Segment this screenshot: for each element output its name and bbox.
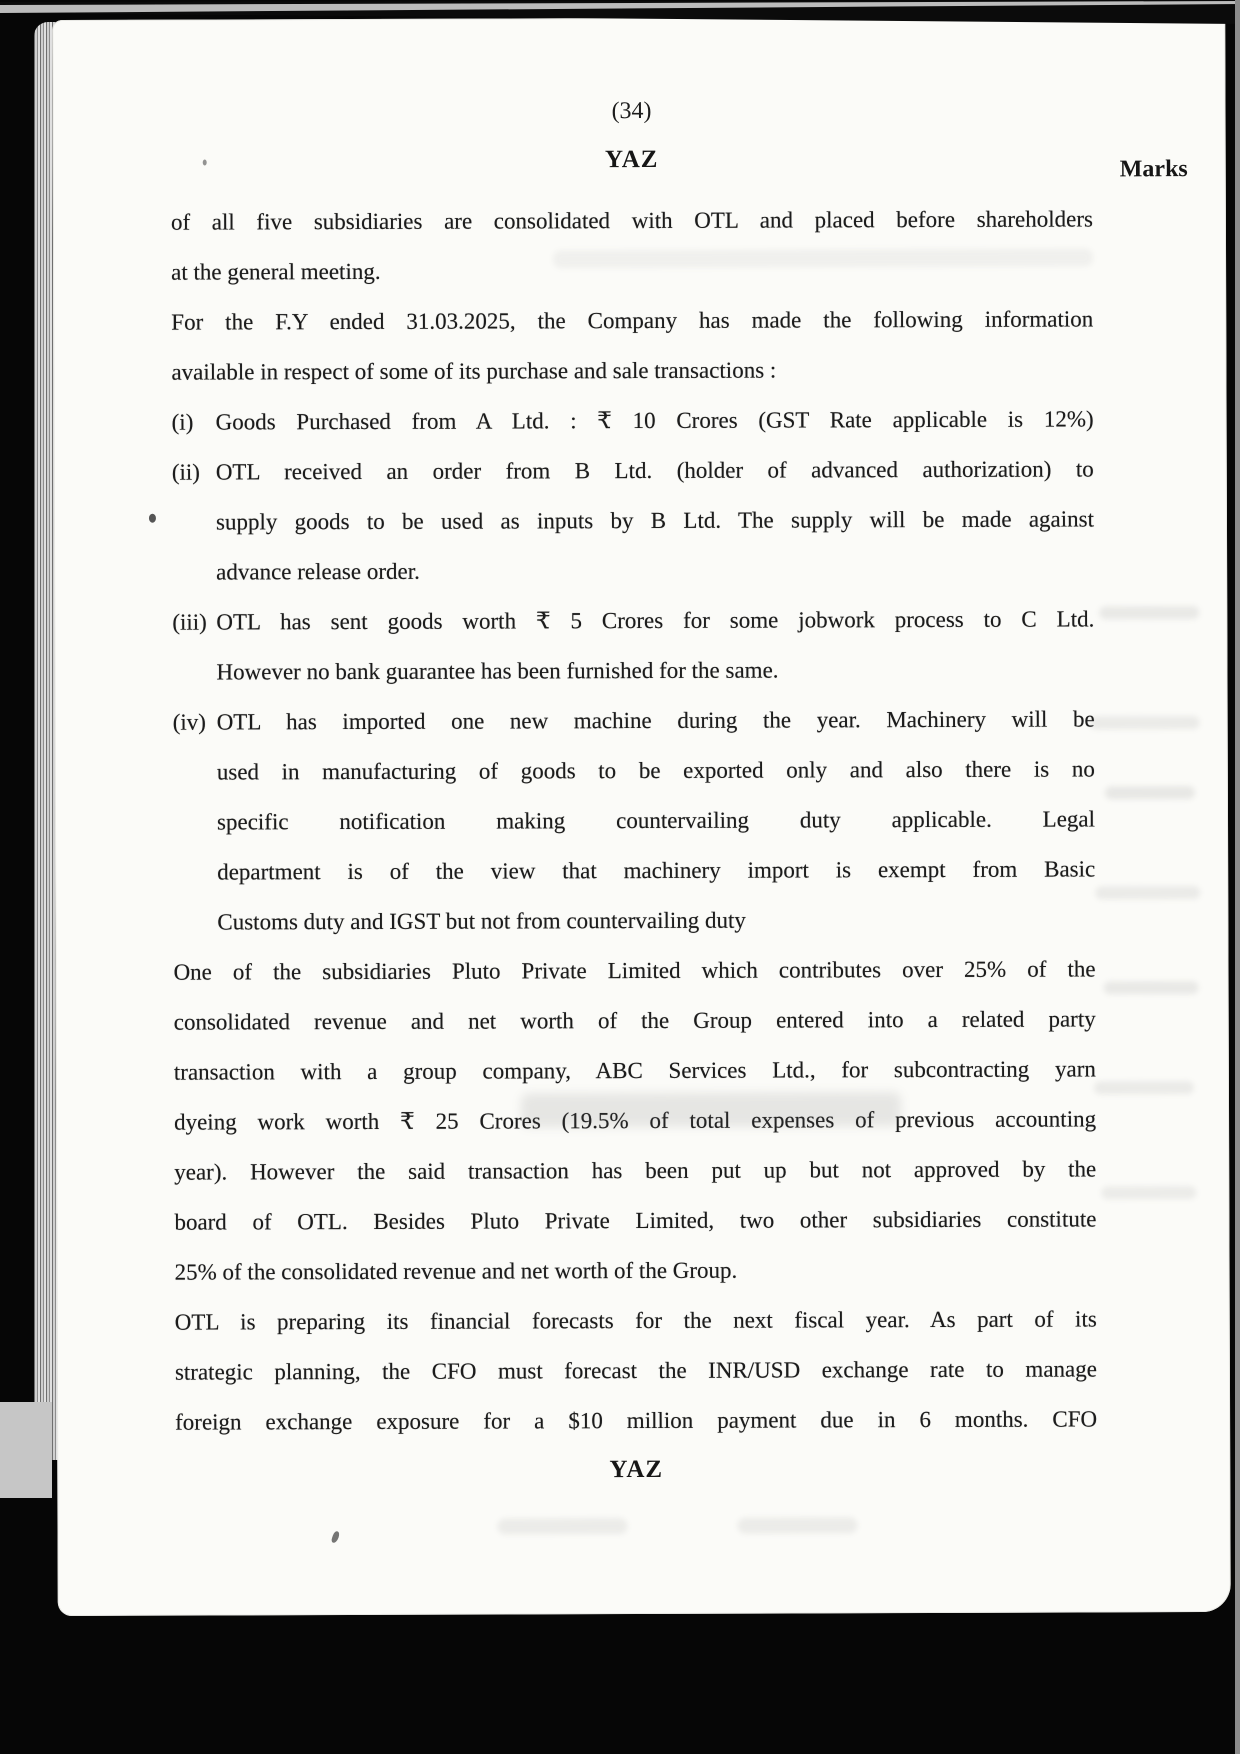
- text-line: [172, 444, 1094, 497]
- text-line: available in respect of some of its purchase and sale transactions :: [171, 357, 777, 385]
- text-line: For the F.Y ended 31.03.2025, the Company has made the following information: [171, 306, 1094, 335]
- text-line: [172, 394, 1094, 447]
- line-text: OTL received an order from B Ltd. (holder of advanced authorization) to: [215, 456, 1094, 485]
- line-text: OTL has imported one new machine during the year. Machinery will be: [216, 706, 1095, 735]
- scan-artifact: [1094, 1081, 1194, 1094]
- text-line: [173, 694, 1095, 747]
- document-lines: [171, 194, 1097, 1447]
- scan-artifact: [1095, 886, 1200, 899]
- text-line: of all five subsidiaries are consolidated with OTL and placed before shareholders: [170, 206, 1093, 235]
- text-line: However no bank guarantee has been furnished for the same.: [216, 657, 779, 685]
- list-marker: (i): [171, 409, 194, 435]
- text-line: specific notification making countervailing duty applicable. Legal: [216, 806, 1096, 835]
- list-marker: (iv): [172, 709, 206, 735]
- scan-artifact: [203, 160, 207, 166]
- text-line: dyeing work worth ₹ 25 Crores (19.5% of total expenses of previous accounting: [174, 1106, 1097, 1135]
- text-line: supply goods to be used as inputs by B Ltd. The supply will be made against: [215, 506, 1095, 535]
- list-marker: (ii): [171, 459, 200, 485]
- text-line: used in manufacturing of goods to be exported only and also there is no: [216, 756, 1095, 785]
- scan-artifact: [1090, 716, 1200, 729]
- paper-code-footer: YAZ: [609, 1455, 664, 1484]
- text-line: Customs duty and IGST but not from countervailing duty: [217, 907, 746, 935]
- text-line: board of OTL. Besides Pluto Private Limited, two other subsidiaries constitute: [174, 1206, 1097, 1235]
- scan-artifact: [1105, 786, 1195, 799]
- paper-code-header: YAZ: [604, 145, 659, 174]
- line-text: OTL has sent goods worth ₹ 5 Crores for some jobwork process to C Ltd.: [216, 606, 1095, 635]
- page-number: (34): [611, 97, 652, 125]
- text-line: OTL is preparing its financial forecasts for the next fiscal year. As part of its: [174, 1306, 1097, 1335]
- text-line: department is of the view that machinery import is exempt from Basic: [217, 856, 1096, 885]
- scan-artifact: [1099, 606, 1199, 619]
- text-line: transaction with a group company, ABC Services Ltd., for subcontracting yarn: [173, 1056, 1096, 1085]
- scan-artifact: [1101, 1186, 1196, 1199]
- line-text: Goods Purchased from A Ltd. : ₹ 10 Crores (GST Rate applicable is 12%): [215, 406, 1094, 435]
- scan-left-edge: [0, 1402, 52, 1498]
- text-line: foreign exchange exposure for a $10 million payment due in 6 months. CFO: [175, 1406, 1098, 1435]
- text-line: year). However the said transaction has been put up but not approved by the: [174, 1156, 1097, 1185]
- text-line: [172, 594, 1094, 647]
- scan-artifact: [737, 1517, 857, 1533]
- scan-artifact: [521, 1092, 901, 1127]
- text-line: 25% of the consolidated revenue and net worth of the Group.: [174, 1257, 738, 1285]
- scan-artifact: [149, 514, 156, 523]
- scan-right-edge: [1235, 0, 1240, 1754]
- marks-column-label: Marks: [1119, 156, 1188, 183]
- scan-artifact: [1104, 981, 1199, 994]
- text-line: consolidated revenue and net worth of the Group entered into a related party: [173, 1006, 1096, 1035]
- text-line: One of the subsidiaries Pluto Private Limited which contributes over 25% of the: [173, 956, 1096, 985]
- scan-artifact: [553, 248, 1093, 268]
- text-line: advance release order.: [216, 558, 420, 585]
- scan-artifact: [497, 1518, 627, 1534]
- scanned-page: [52, 16, 1231, 1616]
- text-line: strategic planning, the CFO must forecast the INR/USD exchange rate to manage: [174, 1356, 1097, 1385]
- text-line: at the general meeting.: [171, 258, 381, 285]
- list-marker: (iii): [172, 609, 207, 635]
- scan-artifact: [331, 1530, 341, 1543]
